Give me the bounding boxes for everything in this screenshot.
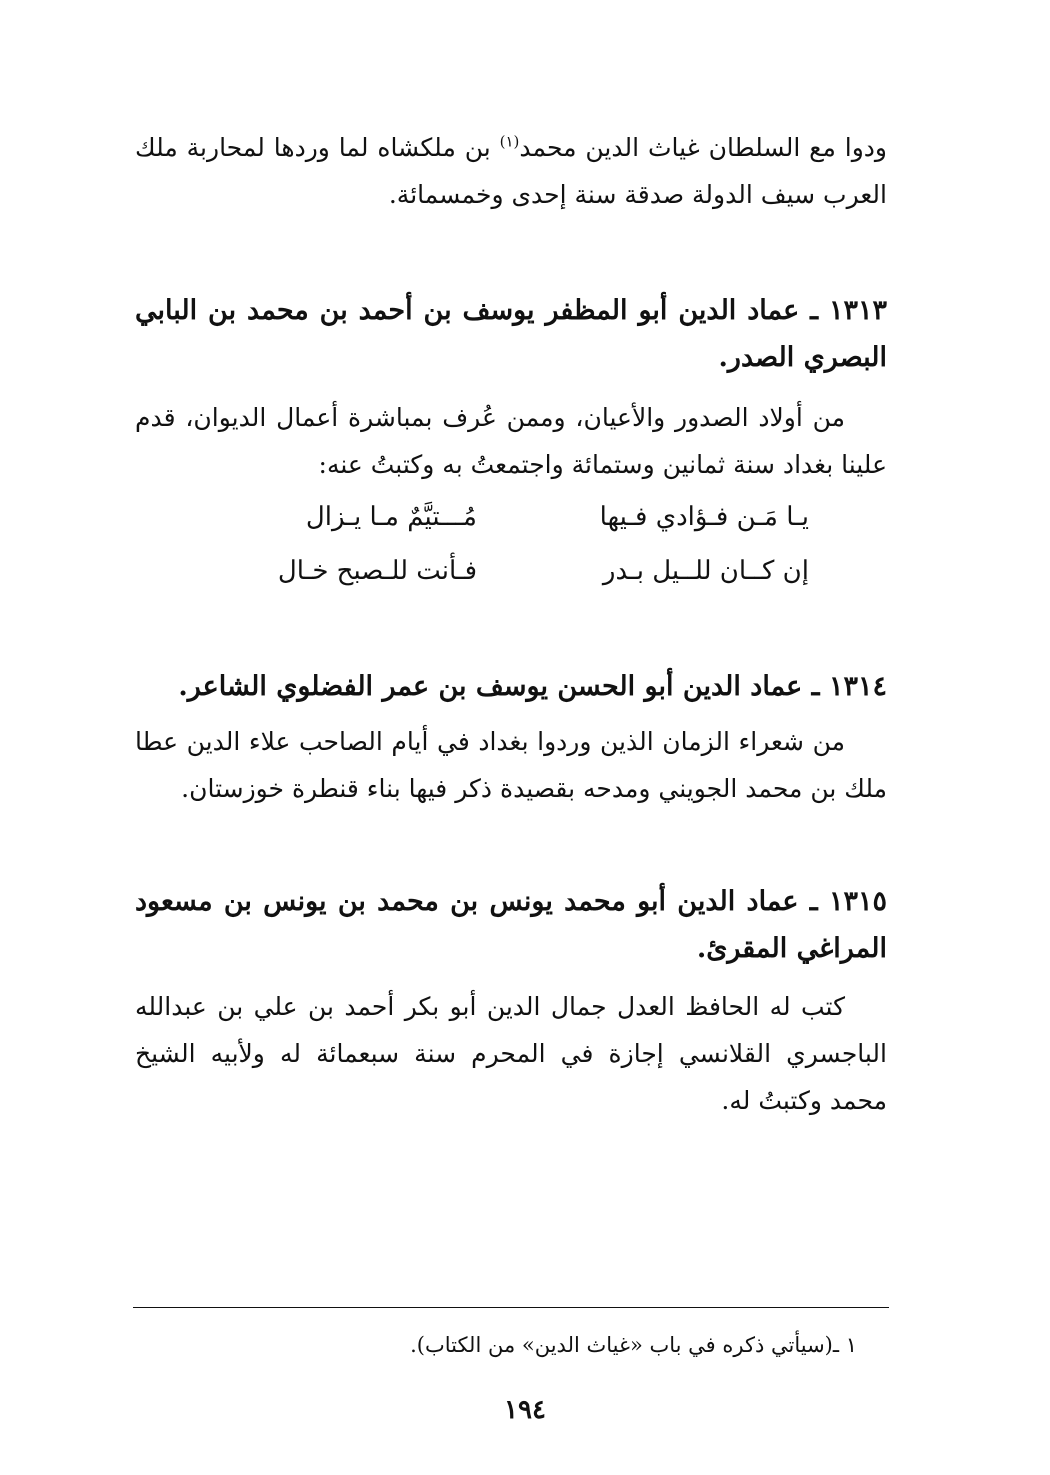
entry-1314-body: من شعراء الزمان الذين وردوا بغداد في أيام الصاحب علاء الدين عطا ملك بن محمد الجويني ومدحه بقصيدة ذكر فيها بناء قنطرة خوزستان.	[135, 727, 887, 803]
footnote-separator	[133, 1307, 889, 1308]
poem-hemistich-second: مُـــتيَّمٌ مـا يـزال	[305, 502, 477, 532]
poem-verse	[135, 556, 887, 596]
poem-hemistich-first: يـا مَـن فـؤادي فـيها	[599, 502, 809, 532]
entry-1315-heading: ١٣١٥ ـ عماد الدين أبو محمد يونس بن محمد بن يونس بن مسعود المراغي المقرئ.	[135, 886, 887, 964]
intro-text-part1: ودوا مع السلطان غياث الدين محمد	[519, 133, 887, 162]
footnote-reference: (١)	[499, 132, 520, 151]
intro-text-part2: بن ملكشاه لما وردها لمحاربة ملك العرب سيف الدولة صدقة سنة إحدى وخمسمائة.	[135, 133, 887, 209]
poem-verse	[135, 502, 887, 542]
footnote: ١ ـ(سيأتي ذكره في باب «غياث الدين» من الكتاب).	[410, 1333, 857, 1357]
entry-1313-body: من أولاد الصدور والأعيان، وممن عُرف بمباشرة أعمال الديوان، قدم علينا بغداد سنة ثمانين وستمائة واجتمعتُ به وكتبتُ عنه:	[135, 403, 887, 479]
entry-1315-body: كتب له الحافظ العدل جمال الدين أبو بكر أحمد بن علي بن عبدالله الباجسري القلانسي إجازة في المحرم سنة سبعمائة له ولأبيه الشيخ محمد وكتبتُ له.	[135, 992, 887, 1115]
intro-paragraph	[135, 124, 887, 218]
poem-hemistich-first: إن كــان للــيل بـدر	[602, 556, 809, 586]
poem-hemistich-second: فـأنت للـصبح خـال	[277, 556, 477, 586]
entry-1313-heading: ١٣١٣ ـ عماد الدين أبو المظفر يوسف بن أحمد بن محمد بن البابي البصري الصدر.	[135, 295, 887, 373]
entry-1314-heading: ١٣١٤ ـ عماد الدين أبو الحسن يوسف بن عمر الفضلوي الشاعر.	[178, 671, 887, 702]
page-number: ١٩٤	[504, 1395, 546, 1425]
